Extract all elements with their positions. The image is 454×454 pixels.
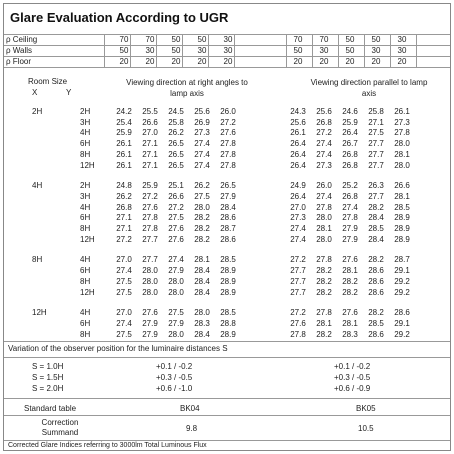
ugr-value-right: 27.3	[194, 128, 210, 138]
section-rule	[4, 357, 450, 358]
ugr-value-parallel: 27.7	[290, 287, 306, 297]
ugr-value-parallel: 29.2	[394, 329, 410, 339]
grid-line	[286, 34, 287, 67]
ugr-value-right: 28.3	[194, 318, 210, 328]
ugr-value-parallel: 29.1	[394, 266, 410, 276]
header-rule	[4, 34, 450, 35]
standard-right: BK04	[180, 404, 200, 413]
ugr-value-right: 27.9	[168, 266, 184, 276]
ugr-value-parallel: 27.7	[368, 139, 384, 149]
grid-line	[104, 34, 105, 67]
grid-line	[390, 34, 391, 67]
ugr-table-page	[3, 3, 451, 451]
ugr-value-parallel: 27.7	[290, 276, 306, 286]
reflectance-value: 30	[319, 46, 329, 55]
ugr-value-parallel: 27.4	[342, 202, 358, 212]
ugr-value-right: 28.8	[220, 318, 236, 328]
ugr-value-right: 28.2	[194, 213, 210, 223]
room-y-value: 12H	[80, 234, 95, 244]
ugr-value-parallel: 28.0	[316, 213, 332, 223]
ugr-value-right: 28.0	[194, 202, 210, 212]
ugr-value-right: 27.8	[220, 149, 236, 159]
reflectance-value: 20	[345, 57, 355, 66]
reflectance-value: 20	[319, 57, 329, 66]
footer-note: Corrected Glare Indices referring to 3000lm Total Luminous Flux	[8, 442, 207, 449]
reflectance-value: 70	[119, 35, 129, 44]
section-rule	[4, 440, 450, 441]
room-y-value: 2H	[80, 107, 91, 116]
ugr-value-parallel: 29.2	[394, 287, 410, 297]
ugr-value-parallel: 27.9	[342, 234, 358, 244]
ugr-value-parallel: 28.2	[368, 255, 384, 265]
room-y-value: 8H	[80, 329, 91, 339]
ugr-value-right: 28.0	[168, 276, 184, 286]
reflectance-value: 20	[371, 57, 381, 66]
header-rule	[4, 45, 450, 46]
ugr-value-parallel: 27.2	[316, 128, 332, 138]
reflectance-value: 20	[397, 57, 407, 66]
ugr-value-right: 27.4	[116, 318, 132, 328]
reflectance-value: 20	[197, 57, 207, 66]
ugr-value-right: 25.8	[168, 117, 184, 127]
room-y-value: 6H	[80, 213, 91, 223]
ugr-value-right: 26.5	[220, 181, 236, 191]
ugr-value-right: 26.1	[116, 160, 132, 170]
reflectance-value: 20	[119, 57, 129, 66]
ugr-value-right: 27.8	[220, 160, 236, 170]
ugr-value-parallel: 27.4	[290, 234, 306, 244]
ugr-value-right: 28.9	[220, 266, 236, 276]
reflectance-value: 50	[171, 35, 181, 44]
ugr-value-right: 27.4	[194, 139, 210, 149]
ugr-value-right: 28.6	[220, 213, 236, 223]
ugr-value-parallel: 27.8	[394, 128, 410, 138]
ugr-value-parallel: 24.3	[290, 107, 306, 116]
reflectance-value: 20	[293, 57, 303, 66]
standard-table-label: Standard table	[24, 404, 77, 413]
ugr-value-right: 27.8	[142, 213, 158, 223]
ugr-value-parallel: 29.2	[394, 276, 410, 286]
section-rule	[4, 398, 450, 399]
ugr-value-right: 26.6	[142, 117, 158, 127]
reflectance-value: 20	[171, 57, 181, 66]
ugr-value-right: 27.8	[220, 139, 236, 149]
ugr-value-right: 28.4	[194, 287, 210, 297]
room-y-value: 4H	[80, 308, 91, 318]
variation-parallel: +0.3 / -0.5	[334, 373, 371, 382]
room-x-value: 2H	[32, 107, 43, 116]
reflectance-value: 30	[145, 46, 155, 55]
ugr-value-parallel: 27.7	[368, 160, 384, 170]
ugr-value-right: 27.6	[168, 234, 184, 244]
variation-label: S = 1.5H	[32, 373, 64, 382]
ugr-value-right: 27.6	[142, 308, 158, 318]
ugr-value-parallel: 27.4	[316, 149, 332, 159]
ugr-value-parallel: 28.2	[368, 308, 384, 318]
ugr-value-right: 27.5	[116, 287, 132, 297]
section-rule	[4, 415, 450, 416]
ugr-value-parallel: 27.8	[316, 308, 332, 318]
variation-parallel: +0.6 / -0.9	[334, 384, 371, 393]
ugr-value-parallel: 28.9	[394, 234, 410, 244]
ugr-value-parallel: 26.1	[290, 128, 306, 138]
ugr-value-parallel: 27.8	[316, 202, 332, 212]
ugr-value-right: 27.6	[220, 128, 236, 138]
view-parallel-heading: Viewing direction parallel to lamp axis	[310, 78, 428, 98]
room-x-value: 4H	[32, 181, 43, 191]
ugr-value-parallel: 28.4	[368, 234, 384, 244]
ugr-value-right: 27.8	[142, 224, 158, 233]
ugr-value-right: 28.2	[194, 234, 210, 244]
ugr-value-parallel: 28.1	[316, 318, 332, 328]
correction-right: 9.8	[186, 424, 198, 433]
reflectance-value: 30	[371, 46, 381, 55]
ugr-value-right: 28.0	[142, 287, 158, 297]
ugr-value-right: 28.4	[194, 276, 210, 286]
reflectance-value: 30	[223, 35, 233, 44]
grid-line	[416, 34, 417, 67]
reflectance-value: 70	[293, 35, 303, 44]
correction-label: Correction Summand	[41, 418, 79, 437]
room-y-value: 6H	[80, 139, 91, 149]
ugr-value-parallel: 26.4	[290, 160, 306, 170]
ugr-value-parallel: 25.8	[368, 107, 384, 116]
ugr-value-parallel: 28.2	[316, 276, 332, 286]
ugr-value-parallel: 25.9	[342, 117, 358, 127]
variation-right: +0.6 / -1.0	[156, 384, 193, 393]
room-y-value: 8H	[80, 276, 91, 286]
variation-label: S = 1.0H	[32, 362, 64, 371]
ugr-value-right: 27.1	[142, 160, 158, 170]
ugr-value-right: 28.2	[194, 224, 210, 233]
ugr-value-parallel: 28.9	[394, 213, 410, 223]
ugr-value-parallel: 27.2	[290, 308, 306, 318]
ugr-value-right: 27.9	[142, 318, 158, 328]
ugr-value-right: 26.9	[194, 117, 210, 127]
ugr-value-parallel: 25.2	[342, 181, 358, 191]
ugr-value-parallel: 25.6	[290, 117, 306, 127]
x-label: X	[32, 88, 38, 97]
ugr-value-right: 25.1	[168, 181, 184, 191]
ugr-value-parallel: 28.1	[394, 149, 410, 159]
ugr-value-parallel: 26.8	[316, 117, 332, 127]
grid-line	[312, 34, 313, 67]
ugr-value-right: 25.9	[142, 181, 158, 191]
ugr-value-parallel: 26.1	[394, 107, 410, 116]
ugr-value-right: 27.2	[168, 202, 184, 212]
ugr-value-parallel: 27.4	[316, 191, 332, 201]
ugr-value-right: 28.5	[220, 308, 236, 318]
ugr-value-parallel: 29.1	[394, 318, 410, 328]
ugr-value-parallel: 28.3	[342, 329, 358, 339]
ugr-value-parallel: 26.6	[394, 181, 410, 191]
ugr-value-parallel: 27.9	[342, 224, 358, 233]
ugr-value-parallel: 28.4	[368, 213, 384, 223]
ugr-value-parallel: 27.3	[394, 117, 410, 127]
ugr-value-right: 28.7	[220, 224, 236, 233]
room-y-value: 8H	[80, 149, 91, 159]
ugr-value-right: 26.6	[168, 191, 184, 201]
ugr-value-right: 27.1	[116, 213, 132, 223]
ugr-value-parallel: 25.6	[316, 107, 332, 116]
ugr-value-right: 28.4	[194, 329, 210, 339]
ugr-value-right: 27.1	[142, 149, 158, 159]
ugr-value-right: 26.0	[220, 107, 236, 116]
room-y-value: 3H	[80, 191, 91, 201]
ugr-value-parallel: 28.6	[368, 329, 384, 339]
room-y-value: 2H	[80, 181, 91, 191]
ugr-value-parallel: 26.4	[342, 128, 358, 138]
ugr-value-right: 26.8	[116, 202, 132, 212]
ugr-value-parallel: 27.7	[290, 266, 306, 276]
grid-line	[364, 34, 365, 67]
ugr-value-right: 25.6	[194, 107, 210, 116]
ugr-value-parallel: 27.7	[368, 191, 384, 201]
ugr-value-right: 27.5	[168, 213, 184, 223]
standard-parallel: BK05	[356, 404, 376, 413]
ugr-value-parallel: 28.0	[394, 139, 410, 149]
variation-right: +0.3 / -0.5	[156, 373, 193, 382]
grid-line	[156, 34, 157, 67]
ugr-value-parallel: 28.1	[316, 224, 332, 233]
room-y-value: 6H	[80, 266, 91, 276]
ugr-value-right: 25.9	[116, 128, 132, 138]
variation-parallel: +0.1 / -0.2	[334, 362, 371, 371]
reflectance-value: 50	[119, 46, 129, 55]
ugr-value-parallel: 28.6	[368, 276, 384, 286]
room-size-label: Room Size	[28, 77, 68, 86]
reflectance-value: 50	[171, 46, 181, 55]
ugr-value-right: 27.9	[220, 191, 236, 201]
ugr-value-right: 28.0	[142, 266, 158, 276]
ugr-value-parallel: 28.1	[342, 318, 358, 328]
reflectance-value: 30	[397, 46, 407, 55]
variation-right: +0.1 / -0.2	[156, 362, 193, 371]
ugr-value-parallel: 26.8	[342, 149, 358, 159]
ugr-value-right: 27.2	[220, 117, 236, 127]
y-label: Y	[66, 88, 72, 97]
ugr-value-right: 27.2	[142, 191, 158, 201]
ugr-value-parallel: 27.8	[290, 329, 306, 339]
grid-line	[208, 34, 209, 67]
room-y-value: 6H	[80, 318, 91, 328]
ugr-value-right: 28.4	[194, 266, 210, 276]
ugr-value-right: 26.2	[116, 191, 132, 201]
grid-line	[234, 34, 235, 67]
ugr-value-parallel: 27.4	[316, 139, 332, 149]
ugr-value-right: 27.7	[142, 234, 158, 244]
reflectance-value: 20	[223, 57, 233, 66]
reflectance-value: 20	[145, 57, 155, 66]
ugr-value-right: 26.2	[194, 181, 210, 191]
room-y-value: 3H	[80, 117, 91, 127]
reflectance-label: ρ Walls	[6, 46, 33, 55]
ugr-value-right: 26.2	[168, 128, 184, 138]
ugr-value-parallel: 27.3	[290, 213, 306, 223]
ugr-value-parallel: 27.3	[316, 160, 332, 170]
ugr-value-parallel: 28.1	[342, 266, 358, 276]
ugr-value-right: 27.0	[142, 128, 158, 138]
ugr-value-parallel: 26.7	[342, 139, 358, 149]
variation-label: S = 2.0H	[32, 384, 64, 393]
ugr-value-parallel: 28.2	[316, 287, 332, 297]
ugr-value-parallel: 27.1	[368, 117, 384, 127]
ugr-value-right: 28.4	[220, 202, 236, 212]
ugr-value-parallel: 27.8	[342, 213, 358, 223]
ugr-value-parallel: 27.5	[368, 128, 384, 138]
reflectance-value: 30	[197, 46, 207, 55]
ugr-value-right: 27.4	[194, 149, 210, 159]
reflectance-label: ρ Ceiling	[6, 35, 38, 44]
ugr-value-parallel: 28.2	[342, 287, 358, 297]
ugr-value-right: 27.1	[142, 139, 158, 149]
page-title: Glare Evaluation According to UGR	[10, 10, 229, 25]
grid-line	[130, 34, 131, 67]
room-y-value: 4H	[80, 255, 91, 265]
ugr-value-parallel: 28.6	[368, 287, 384, 297]
ugr-value-parallel: 28.0	[394, 160, 410, 170]
reflectance-value: 50	[371, 35, 381, 44]
reflectance-value: 30	[223, 46, 233, 55]
ugr-value-parallel: 28.6	[368, 266, 384, 276]
header-rule	[4, 67, 450, 68]
ugr-value-parallel: 27.8	[316, 255, 332, 265]
ugr-value-parallel: 28.2	[316, 329, 332, 339]
ugr-value-right: 28.5	[220, 255, 236, 265]
ugr-value-parallel: 28.5	[368, 318, 384, 328]
variation-title: Variation of the observer position for the luminaire distances S	[8, 344, 228, 353]
ugr-value-parallel: 27.6	[342, 308, 358, 318]
ugr-value-right: 27.1	[116, 224, 132, 233]
room-y-value: 4H	[80, 128, 91, 138]
ugr-value-right: 26.1	[116, 149, 132, 159]
ugr-value-parallel: 24.6	[342, 107, 358, 116]
ugr-value-right: 24.8	[116, 181, 132, 191]
header-rule	[4, 56, 450, 57]
reflectance-value: 70	[319, 35, 329, 44]
ugr-value-parallel: 27.2	[290, 255, 306, 265]
ugr-value-parallel: 27.6	[290, 318, 306, 328]
ugr-value-parallel: 28.0	[316, 234, 332, 244]
room-y-value: 4H	[80, 202, 91, 212]
reflectance-label: ρ Floor	[6, 57, 31, 66]
ugr-value-parallel: 24.9	[290, 181, 306, 191]
ugr-value-right: 25.5	[142, 107, 158, 116]
reflectance-value: 50	[197, 35, 207, 44]
ugr-value-right: 28.1	[194, 255, 210, 265]
correction-parallel: 10.5	[358, 424, 374, 433]
ugr-value-right: 24.5	[168, 107, 184, 116]
reflectance-value: 50	[293, 46, 303, 55]
ugr-value-parallel: 26.0	[316, 181, 332, 191]
ugr-value-right: 26.5	[168, 160, 184, 170]
ugr-value-right: 27.6	[142, 202, 158, 212]
ugr-value-parallel: 28.6	[394, 308, 410, 318]
ugr-value-parallel: 26.8	[342, 160, 358, 170]
ugr-value-right: 25.4	[116, 117, 132, 127]
ugr-value-right: 28.6	[220, 234, 236, 244]
ugr-value-right: 27.4	[168, 255, 184, 265]
ugr-value-parallel: 28.7	[394, 255, 410, 265]
ugr-value-parallel: 26.8	[342, 191, 358, 201]
reflectance-value: 70	[145, 35, 155, 44]
ugr-value-parallel: 28.5	[368, 224, 384, 233]
ugr-value-parallel: 26.4	[290, 139, 306, 149]
ugr-value-right: 27.9	[168, 318, 184, 328]
ugr-value-right: 27.9	[142, 329, 158, 339]
view-right-heading: Viewing direction at right angles to lamp axis	[126, 78, 248, 98]
ugr-value-parallel: 26.4	[290, 191, 306, 201]
reflectance-value: 30	[397, 35, 407, 44]
ugr-value-right: 26.5	[168, 149, 184, 159]
ugr-value-right: 26.5	[168, 139, 184, 149]
ugr-value-parallel: 28.1	[394, 191, 410, 201]
room-x-value: 8H	[32, 255, 43, 265]
ugr-value-right: 27.6	[168, 224, 184, 233]
grid-line	[182, 34, 183, 67]
ugr-value-right: 28.0	[168, 287, 184, 297]
ugr-value-right: 27.5	[116, 276, 132, 286]
ugr-value-right: 27.4	[116, 266, 132, 276]
ugr-value-right: 28.9	[220, 329, 236, 339]
reflectance-value: 50	[345, 35, 355, 44]
room-x-value: 12H	[32, 308, 47, 318]
ugr-value-parallel: 27.7	[368, 149, 384, 159]
ugr-value-parallel: 26.3	[368, 181, 384, 191]
ugr-value-parallel: 27.6	[342, 255, 358, 265]
ugr-value-parallel: 26.4	[290, 149, 306, 159]
ugr-value-parallel: 27.4	[290, 224, 306, 233]
ugr-value-right: 28.0	[142, 276, 158, 286]
ugr-value-right: 27.0	[116, 308, 132, 318]
ugr-value-right: 28.0	[168, 329, 184, 339]
ugr-value-right: 24.2	[116, 107, 132, 116]
section-rule	[4, 341, 450, 342]
ugr-value-right: 27.5	[116, 329, 132, 339]
ugr-value-right: 26.1	[116, 139, 132, 149]
grid-line	[338, 34, 339, 67]
reflectance-value: 50	[345, 46, 355, 55]
ugr-value-right: 28.0	[194, 308, 210, 318]
room-y-value: 12H	[80, 160, 95, 170]
ugr-value-parallel: 28.5	[394, 202, 410, 212]
ugr-value-parallel: 28.2	[368, 202, 384, 212]
ugr-value-parallel: 27.0	[290, 202, 306, 212]
ugr-value-parallel: 28.2	[316, 266, 332, 276]
room-y-value: 12H	[80, 287, 95, 297]
ugr-value-right: 27.2	[116, 234, 132, 244]
room-y-value: 8H	[80, 224, 91, 233]
ugr-value-parallel: 28.9	[394, 224, 410, 233]
ugr-value-parallel: 28.2	[342, 276, 358, 286]
ugr-value-right: 27.5	[168, 308, 184, 318]
ugr-value-right: 27.5	[194, 191, 210, 201]
ugr-value-right: 28.9	[220, 276, 236, 286]
ugr-value-right: 27.0	[116, 255, 132, 265]
ugr-value-right: 28.9	[220, 287, 236, 297]
ugr-value-right: 27.7	[142, 255, 158, 265]
ugr-value-right: 27.4	[194, 160, 210, 170]
